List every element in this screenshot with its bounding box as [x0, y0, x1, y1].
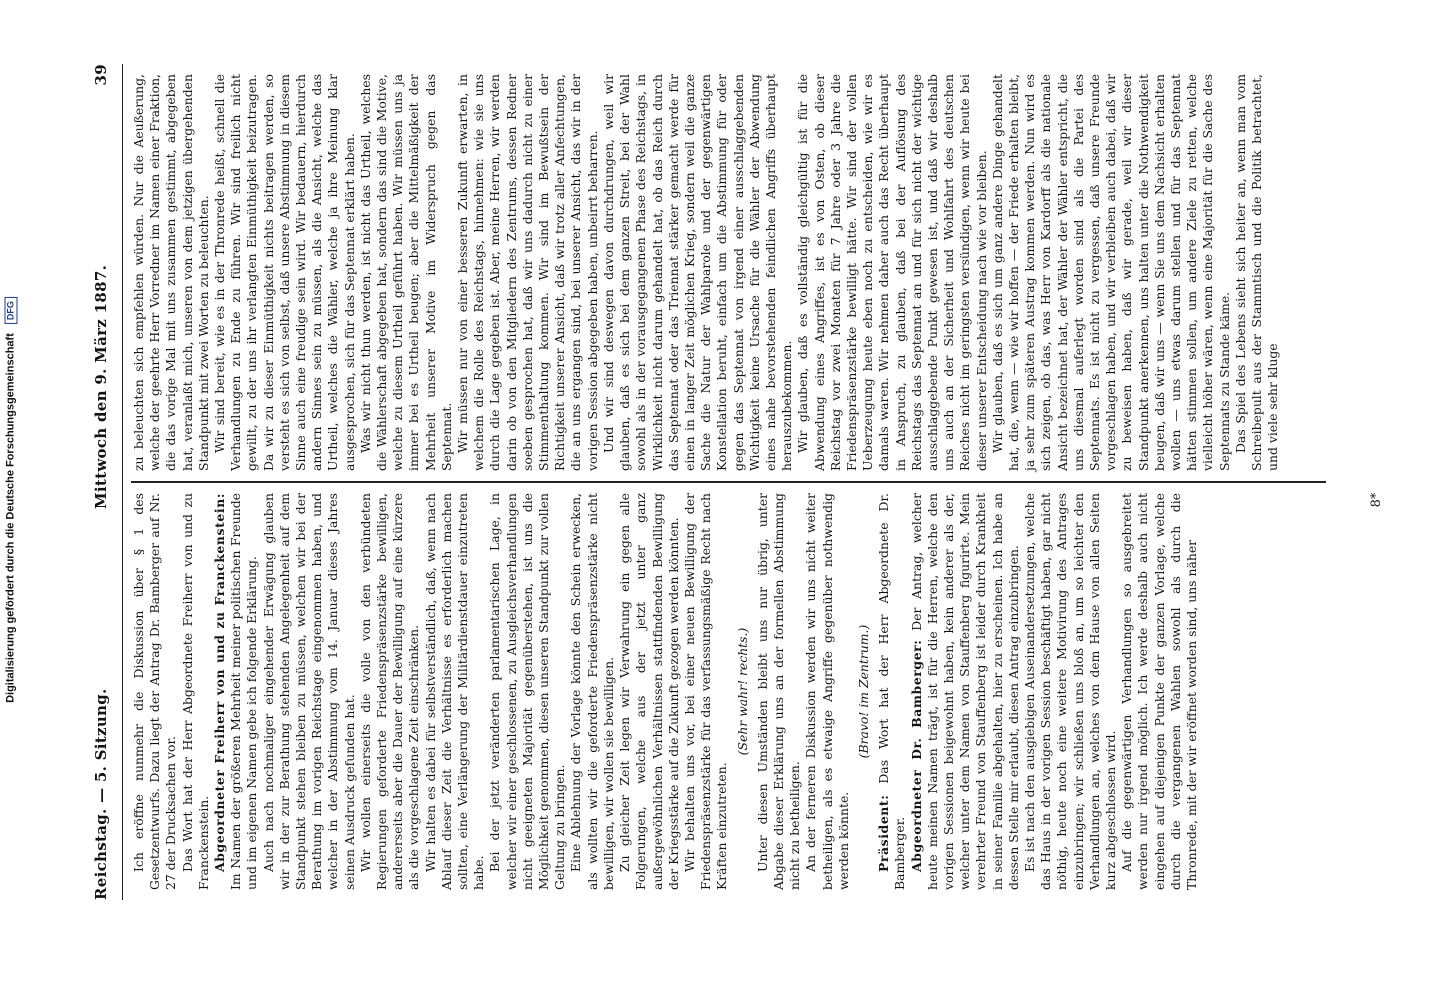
speaker-name: Abgeordneter Freiherr von und zu Franckenstein:	[212, 493, 228, 872]
text-paragraph: Wir halten es dabei für selbstverständlich, daß, wenn nach Ablauf dieser Zeit die Verhältnisse es erforderlich machen sollten, eine Verlängerung der Militärdienstdauer einzutreten habe.	[422, 493, 487, 890]
text-paragraph: Wir glauben, daß es vollständig gleichgültig ist für die Abwendung eines Angriffes, ist es von Osten, ob dieser Reichstag vor zwei Monaten für 7 Jahre oder 3 Jahre die Friedenspräsenzstärke bewilligt hätte. Wir sind der vollen Ueberzeugung heute eben noch zu entscheiden, wie wir es damals waren. Wir nehmen daher auch das Recht überhaupt in Anspruch, zu glauben, daß bei der Auflösung des Reichstags das Septennat an und für sich nicht der wichtige ausschlaggebende Punkt gewesen ist, und daß wir deshalb uns auch an der Sicherheit und Wohlfahrt des deutschen Reiches nicht im geringsten versündigen, wenn wir heute bei dieser unserer Entscheidung nach wie vor bleiben.	[795, 74, 989, 471]
speech-paragraph	[876, 493, 908, 890]
text-paragraph: zu beleuchten sich empfehlen würden. Nur die Aeußerung, welche der geehrte Herr Vorredner im Namen einer Fraktion, die das vorige Mal mit uns zusammen gestimmt, abgegeben hat, veranlaßt mich, unseren von dem jetzigen übergehenden Standpunkt mit zwei Worten zu beleuchten.	[131, 74, 211, 471]
header-left: Reichstag. — 5. Sitzung.	[92, 688, 110, 900]
header-date: Mittwoch den 9. März 1887.	[92, 264, 110, 510]
credit-line	[5, 297, 18, 703]
speech-paragraph	[909, 493, 1022, 890]
dfg-logo: DFG	[5, 297, 18, 324]
speech-text: Im Namen der größeren Mehrheit meiner politischen Freunde und im eigenen Namen gebe ich folgende Erklärung.	[228, 493, 260, 890]
text-paragraph: Unter diesen Umständen bleibt uns nur übrig, unter Abgabe dieser Erklärung uns an der formellen Abstimmung nicht zu betheiligen.	[754, 493, 803, 890]
text-paragraph: Und wir sind deswegen davon durchdrungen, weil wir glauben, daß es sich bei dem ganzen Streit, bei der Wahl sowohl als in der vorausgegangenen Phase des Reichstags, in Wirklichkeit nicht darum gehandelt hat, ob das Reich durch das Septennat oder das Triennat stärker gemacht werde für einen in langer Zeit möglichen Krieg, sondern weil die ganze Sache die Natur der Wahlparole und der gegenwärtigen Konstellation beruht, einfach um die Abstimmung für oder gegen das Septennat von irgend einer ausschlaggebenden Wichtigkeit keine Ursache für die Wähler der Abwendung eines nahe bevorstehenden feindlichen Angriffs überhaupt herauszubekommen.	[600, 74, 795, 471]
right-column	[131, 64, 1326, 481]
speaker-name: Präsident:	[876, 794, 892, 872]
text-paragraph: Bei der jetzt veränderten parlamentarischen Lage, in welcher wir einer geschlossenen, zu Ausgleichsverhandlungen nicht geeigneten Majorität gegenüberstehen, ist uns die Möglichkeit genommen, diesen unseren Standpunkt zur vollen Geltung zu bringen.	[487, 493, 568, 890]
text-paragraph: Ich eröffne nunmehr die Diskussion über § 1 des Gesetzentwurfs. Dazu liegt der Antrag Dr. Bamberger auf Nr. 27 der Drucksachen vor.	[131, 493, 179, 890]
text-paragraph: Auf die gegenwärtigen Verhandlungen so ausgebreitet werden nur irgend möglich. Ich werde deshalb auch nicht eingehen auf diejenigen Punkte der ganzen Vorlage, welche durch die vergangenen Wahlen sowohl als durch die Thronrede, mit der wir eröffnet worden sind, uns näher	[1119, 493, 1199, 890]
page-number: 39	[92, 64, 110, 86]
text-paragraph: Das Wort hat der Herr Abgeordnete Freiherr von und zu Franckenstein.	[179, 493, 211, 890]
text-paragraph: Das Spiel des Lebens sieht sich heiter an, wenn man vom Schreibepult aus der Stammtisch und die Politik betrachtet, und viele sehr kluge	[1232, 74, 1281, 471]
speaker-name: Abgeordneter Dr. Bamberger:	[908, 639, 924, 872]
text-paragraph: Es ist nach den ausgiebigen Auseinandersetzungen, welche das Haus in der vorigen Session beschäftigt haben, gar nicht nöthig, heute noch eine weitere Motivirung des Antrages einzubringen; wir schließen uns bloß an, um so leichter den Verhandlungen an, welches von dem Hause von allen Seiten kurz abgeschlossen wird.	[1021, 493, 1118, 890]
credit-strip	[0, 0, 22, 1000]
text-paragraph: An der ferneren Diskussion werden wir uns nicht weiter betheiligen, als es etwaige Angriffe gegenüber nothwendig werden könnte.	[803, 493, 851, 890]
signature-mark: 8*	[1369, 492, 1384, 508]
stage-direction: (Sehr wahr! rechts.)	[734, 627, 750, 756]
speech-text: Der Antrag, welcher heute meinen Namen trägt, ist für die Herren, welche den vorigen Sessionen beigewohnt haben, kein anderer als der, welcher unter dem Namen von Stauffenberg figurirte. Mein verehrter Freund von Stauffenberg ist leider durch Krankheit in seiner Familie abgehalten, hier zu erscheinen. Ich habe an dessen Stelle mir erlaubt, diesen Antrag einzubringen.	[908, 493, 1021, 890]
left-column	[131, 483, 1326, 900]
text-paragraph: Was wir nicht thun werden, ist nicht das Urtheil, welches die Wählerschaft abgegeben hat, sondern das sind die Motive, welche zu diesem Urtheil geführt haben. Wir müssen uns ja immer bei es Urtheil beugen; aber die Mittelmäßigkeit der Mehrheit unserer Motive im Widerspruch gegen das Septennat.	[357, 74, 454, 471]
text-paragraph: Auch nach nochmaliger eingehender Erwägung glauben wir in der zur Berathung stehenden Angelegenheit auf dem Standpunkt stehen bleiben zu müssen, welchen wir bei der Berathung im vorigen Reichstage eingenommen haben, und welcher in der Abstimmung vom 14. Januar dieses Jahres seinen Ausdruck gefunden hat.	[260, 493, 357, 890]
speech-paragraph	[212, 493, 261, 890]
text-paragraph: Wir behalten uns vor, bei einer neuen Bewilligung der Friedenspräsenzstärke für das verfassungsmäßige Recht nach Kräften einzutreten.	[681, 493, 730, 890]
text-paragraph: Wir müssen nur von einer besseren Zukunft erwarten, in welchem die Rolle des Reichstags, hinnehmen: wie sie uns durch die Lage gegeben ist. Aber, meine Herren, wir werden darin ob von den Mitgliedern des Zentrums, dessen Redner soeben gesprochen hat, daß wir uns dadurch nicht zu einer Stimmenthaltung kommen. Wir sind im Bewußtsein der Richtigkeit unserer Ansicht, daß wir trotz aller Anfechtungen, die an uns ergangen sind, bei unserer Ansicht, das wir in der vorigen Session abgegeben haben, unbeirrt beharren.	[455, 74, 600, 471]
stage-direction: (Bravo! im Zentrum.)	[855, 624, 871, 759]
text-paragraph: Eine Ablehnung der Vorlage könnte den Schein erwecken, als wollten wir die geforderte Friedenspräsenzstärke nicht bewilligen, wir wollen sie bewilligen.	[568, 493, 616, 890]
text-paragraph: Wir glauben, daß es sich um ganz andere Dinge gehandelt hat, die, wenn — wie wir hoffen — der Friede erhalten bleibt, ja sehr zum späteren Austrag kommen werden. Nun wird es sich zeigen, ob das, was Herr von Kardorff als die nationale Ansicht bezeichnet hat, der Wähler der Wähler entspricht, die uns diesmal auferlegt worden sind als die Partei des Septennats. Es ist nicht zu vergessen, daß unsere Freunde vorgeschlagen haben, und wir verbleiben auch dabei, daß wir zu beweisen haben, daß wir gerade, weil wir dieser Standpunkt anerkennen, uns halten unter die Nothwendigkeit beugen, daß wir uns — wenn Sie uns dem Nachsicht erhalten wollen — uns etwas darum stellen und für das Septennat hätten stimmen sollen, um andere Ziele zu retten, welche vielleicht höher wären, wenn eine Majorität für die Sache des Septennats zu Stande käme.	[989, 74, 1232, 471]
text-paragraph: Zu gleicher Zeit legen wir Verwahrung ein gegen alle Folgerungen, welche aus der jetzt unter ganz außergewöhnlichen Verhältnissen stattfindenden Bewilligung der Kriegsstärke auf die Zukunft gezogen werden könnten.	[617, 493, 681, 890]
credit-text: Digitalisierung gefördert durch die Deutsche Forschungsgemeinschaft	[4, 333, 17, 703]
page-header	[92, 64, 116, 900]
text-columns	[131, 64, 1326, 900]
speech-text: Das Wort hat der Herr Abgeordnete Dr. Bamberger.	[876, 493, 908, 890]
text-paragraph: Wir wollen einerseits die volle von den verbündeten Regierungen geforderte Friedenspräsenzstärke bewilligen, andererseits aber die Dauer der Bewilligung auf eine kürzere als die vorgeschlagene Zeit einschränken.	[357, 493, 422, 890]
header-rule	[122, 64, 123, 900]
column-divider	[131, 481, 1326, 483]
rotated-document-page	[26, 30, 1406, 970]
text-paragraph: Wir sind bereit, wie es in der Thronrede heißt, schnell die Verhandlungen zu Ende zu führen. Wir sind freilich nicht gewillt, zu der uns ihr verlangten Einmüthigkeit beizutragen. Da wir zu dieser Einmüthigkeit nichts beitragen werden, so versteht es sich von selbst, daß unsere Abstimmung in diesem Sinne auch eine freudige sein wird. Wir bedauern, hierdurch andern Sinnes sein zu müssen, als die Ansicht, welche das Urtheil, welches die Wähler, welche ja ihre Meinung klar ausgesprochen, sich für das Septennat erklärt haben.	[212, 74, 357, 471]
